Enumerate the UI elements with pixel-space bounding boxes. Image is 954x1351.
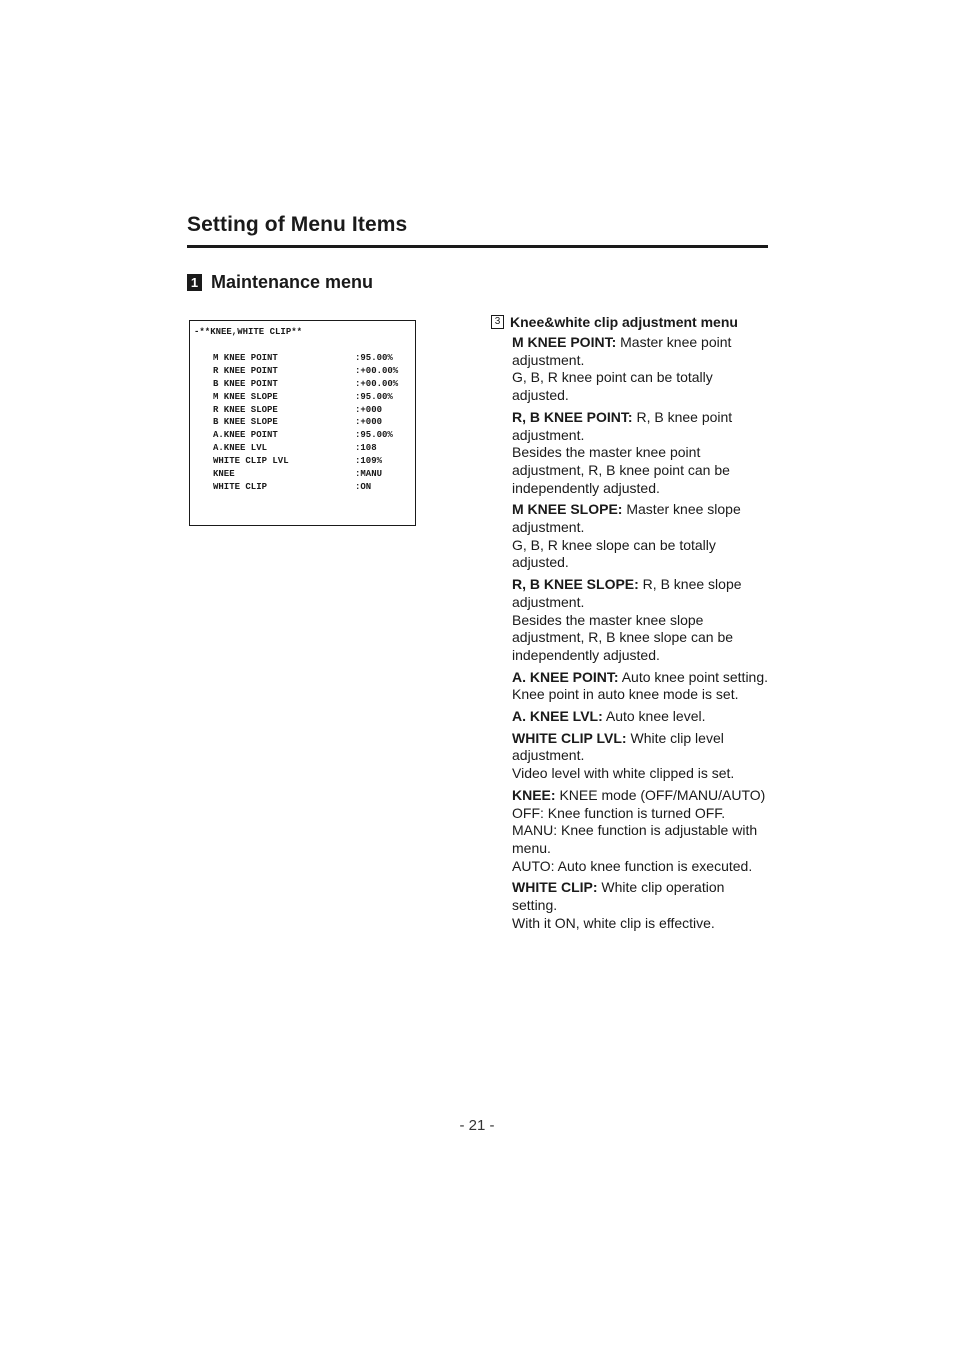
entry (512, 334, 773, 405)
menu-row-label: A.KNEE POINT (213, 430, 278, 441)
menu-row-value: :109% (355, 456, 383, 467)
entry-first-line (512, 334, 773, 369)
menu-row-value: :+000 (355, 417, 383, 428)
menu-row-value: :+00.00% (355, 365, 399, 376)
menu-row-value: :MANU (355, 469, 383, 480)
entry-detail-line: Besides the master knee point adjustment, R, B knee point can be independently adjusted. (512, 444, 730, 496)
menu-row-label: M KNEE SLOPE (213, 391, 278, 402)
entry-detail-line: MANU: Knee function is adjustable with menu. (512, 822, 758, 856)
entry-detail-line: OFF: Knee function is turned OFF. (512, 804, 726, 821)
menu-row (213, 352, 398, 365)
section-heading (187, 272, 373, 293)
entry-first-line (512, 708, 773, 726)
entry-term: R, B KNEE POINT: (512, 408, 633, 425)
description-column (491, 314, 773, 937)
menu-row-value: :95.00% (355, 430, 393, 441)
menu-row-label: WHITE CLIP LVL (213, 456, 289, 467)
menu-row-value: :95.00% (355, 353, 393, 363)
menu-row (213, 481, 398, 494)
entry-term: R, B KNEE SLOPE: (512, 576, 639, 593)
entry-first-line (512, 787, 773, 805)
entry-description: Master knee slope adjustment. (512, 501, 741, 536)
entry-list (491, 334, 773, 933)
menu-row-label: B KNEE POINT (213, 378, 278, 389)
menu-row-label: R KNEE SLOPE (213, 404, 278, 415)
entry-detail-line: Besides the master knee slope adjustment, R, B knee slope can be independently adjusted. (512, 611, 734, 663)
entry-term: WHITE CLIP: (512, 879, 598, 896)
entry-first-line (512, 501, 773, 536)
entry-detail-line: G, B, R knee slope can be totally adjusted. (512, 536, 716, 571)
menu-screen-header: -**KNEE,WHITE CLIP** (194, 327, 303, 337)
page-number: - 21 - (459, 1117, 495, 1134)
page-title: Setting of Menu Items (187, 213, 408, 236)
menu-row-label: A.KNEE LVL (213, 443, 268, 454)
menu-row (213, 391, 398, 404)
entry-detail-line: With it ON, white clip is effective. (512, 914, 715, 931)
entry (512, 409, 773, 498)
entry-description: White clip level adjustment. (512, 729, 724, 764)
menu-row (213, 468, 398, 481)
entry (512, 501, 773, 572)
entry (512, 787, 773, 876)
menu-row (213, 429, 398, 442)
menu-row-label: B KNEE SLOPE (213, 417, 278, 428)
menu-row (213, 365, 398, 378)
menu-row-label: M KNEE POINT (213, 353, 278, 363)
entry-term: KNEE: (512, 786, 556, 803)
entry (512, 730, 773, 783)
entry-term: M KNEE POINT: (512, 334, 617, 350)
section-number-badge: 1 (187, 274, 202, 291)
entry-detail-line: Video level with white clipped is set. (512, 765, 735, 782)
subsection-number-badge: 3 (491, 315, 504, 329)
section-title: Maintenance menu (211, 272, 374, 292)
entry-description: R, B knee slope adjustment. (512, 576, 742, 610)
subsection-title: Knee&white clip adjustment menu (510, 314, 738, 330)
entry (512, 576, 773, 665)
entry-description: Auto knee point setting. Knee point in auto knee mode is set. (512, 668, 769, 703)
entry-term: M KNEE SLOPE: (512, 501, 623, 518)
subsection-heading (491, 314, 773, 330)
entry-term: WHITE CLIP LVL: (512, 729, 627, 746)
entry-description: Auto knee level. (602, 708, 706, 725)
menu-row-value: :95.00% (355, 391, 393, 402)
entry (512, 708, 773, 726)
entry-term: A. KNEE LVL: (512, 708, 603, 725)
entry-description: R, B knee point adjustment. (512, 408, 733, 443)
menu-row (213, 455, 398, 468)
menu-row-value: :+00.00% (355, 378, 399, 389)
entry-description: White clip operation setting. (512, 879, 725, 914)
menu-row-value: :+000 (355, 404, 383, 415)
entry-first-line (512, 730, 773, 765)
entry-detail-line: AUTO: Auto knee function is executed. (512, 857, 753, 874)
entry-first-line (512, 576, 773, 611)
entry-description: Master knee point adjustment. (512, 334, 732, 368)
menu-row (213, 442, 398, 455)
entry-detail-line: G, B, R knee point can be totally adjusted. (512, 369, 713, 404)
menu-row (213, 416, 398, 429)
title-rule (187, 245, 768, 248)
entry-description: KNEE mode (OFF/MANU/AUTO) (555, 786, 766, 803)
menu-row-label: KNEE (213, 469, 235, 480)
menu-row-label: WHITE CLIP (213, 481, 268, 492)
entry (512, 669, 773, 704)
menu-row (213, 404, 398, 417)
menu-row (213, 378, 398, 391)
menu-screen-display (189, 320, 416, 526)
menu-row-value: :ON (355, 481, 372, 492)
entry-term: A. KNEE POINT: (512, 668, 619, 685)
entry (512, 879, 773, 932)
menu-screen-rows (213, 352, 398, 494)
menu-row-label: R KNEE POINT (213, 365, 278, 376)
entry-first-line (512, 669, 773, 704)
menu-row-value: :108 (355, 443, 377, 454)
entry-first-line (512, 409, 773, 444)
entry-first-line (512, 879, 773, 914)
